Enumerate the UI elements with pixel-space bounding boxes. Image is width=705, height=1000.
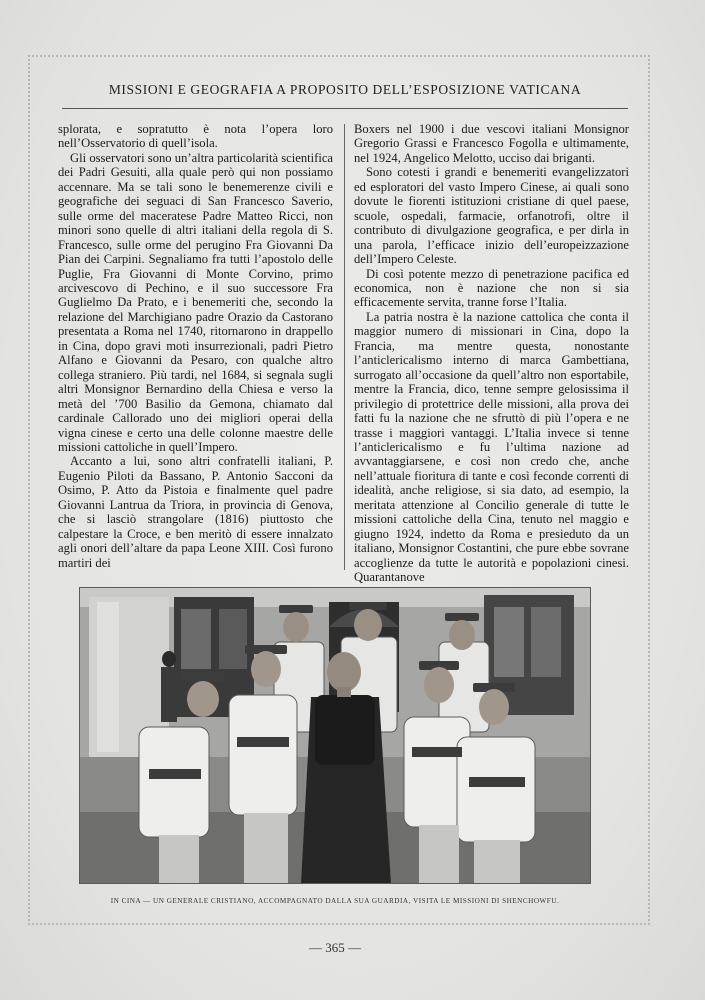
photo-caption: IN CINA — UN GENERALE CRISTIANO, ACCOMPAGNATO DALLA SUA GUARDIA, VISITA LE MISSIONI DI SHENCHOWFU. <box>110 897 560 905</box>
left-column <box>58 122 333 570</box>
right-paragraph-2: Sono cotesti i grandi e benemeriti evangelizzatori ed esploratori del vasto Impero Cinese, ai quali sono dovute le fiorenti istituzioni cristiane di quel paese, scuole, ospedali, farmacie, orfanotrofi, oltre il contributo di divulgazione geografica, e per dirla in una parola, l’efficace inizio dell’europeizzazione dell’Impero Celeste. <box>354 165 629 267</box>
right-paragraph-3: Di così potente mezzo di penetrazione pacifica ed economica, non è nazione che non si sia efficacemente servita, tranne forse l’Italia. <box>354 266 629 310</box>
left-paragraph-1: splorata, e sopratutto è nota l’opera loro nell’Osservatorio di quell’isola. <box>58 122 333 151</box>
header-rule <box>62 108 628 109</box>
group-photograph <box>79 587 591 884</box>
photograph-illustration <box>79 587 591 884</box>
left-paragraph-2: Gli osservatori sono un’altra particolarità scientifica dei Padri Gesuiti, alla quale però qui non possiamo accennare. Ma se tali sono le benemerenze civili e geografiche dei seguaci di San Francesco Saverio, sulle orme del maceratese Padre Matteo Ricci, non minori sono quelle di altri italiani della regola di S. Francesco, sulle orme del perugino Fra Giovanni Da Pian dei Carpini. Segnaliamo fra tutti l’apostolo delle Puglie, Fra Giovanni di Monte Corvino, primo arcivescovo di Pechino, e il suo successore Fra Guglielmo Da Prato, e i benemeriti che, secondo la relazione del Marchigiano padre Orazio da Castorano presentata a Roma nel 1740, ritornarono in drappello in Cina, dopo gravi moti insurrezionali, padri Pietro Alfano e Giovanni da Pesaro, con qualche altro collega straniero. Più tardi, nel 1684, si segnala sugli altri Monsignor Bernardino della Chiesa e verso la metà del ’700 Basilio da Gemona, chiamato dal cardinale Callorado uno dei migliori operai della vigna cinese e certo una delle colonne maestre delle missioni cattoliche in quell’Impero. <box>58 150 333 454</box>
column-rule <box>344 124 345 570</box>
right-paragraph-1: Boxers nel 1900 i due vescovi italiani Monsignor Gregorio Grassi e Francesco Fogolla e ultimamente, nel 1924, Angelico Melotto, ucciso dai briganti. <box>354 122 629 165</box>
right-paragraph-4: La patria nostra è la nazione cattolica che conta il maggior numero di missionari in Cina, dopo la Francia, ma mentre questa, nonostante l’anticlericalismo interno di marca Gambettiana, surrogato all’occasione da quell’altro non esportabile, mentre la Francia, dico, tenne sempre gelosissima il privilegio di protettrice delle missioni, alla prova dei fatti fu la nazione che ne sfruttò di più l’opera e ne trasse i maggiori vantaggi. L’Italia invece si tenne l’anticlericalismo e fu l’ultima nazione ad avvantaggiarsene, e così non credo che, anche nell’attuale fioritura di tante e così feconde correnti di idealità, anche religiose, si sia dato, ad esempio, la meritata attenzione al Concilio generale di tutte le missioni cattoliche della Cina, tenuto nel maggio e giugno 1924, indetto da Roma e presieduto da un italiano, Monsignor Costantini, che pure ebbe sovrane accoglienze da tutte le autorità e popolazioni cinesi. Quarantanove <box>354 309 629 585</box>
right-column <box>354 122 629 585</box>
left-paragraph-3: Accanto a lui, sono altri confratelli italiani, P. Eugenio Piloti da Bassano, P. Antonio Sacconi da Osimo, P. Atto da Pistoia e finalmente quel padre Giovanni Lantrua da Triora, in provincia di Genova, che si lasciò strangolare (1816) piuttosto che calpestare la Croce, e ben meritò di essere innalzato agli onori dell’altare da papa Leone XIII. Così furono martiri dei <box>58 454 333 570</box>
page-number: — 365 — <box>309 940 361 955</box>
running-header: MISSIONI E GEOGRAFIA A PROPOSITO DELL’ESPOSIZIONE VATICANA <box>108 82 582 97</box>
